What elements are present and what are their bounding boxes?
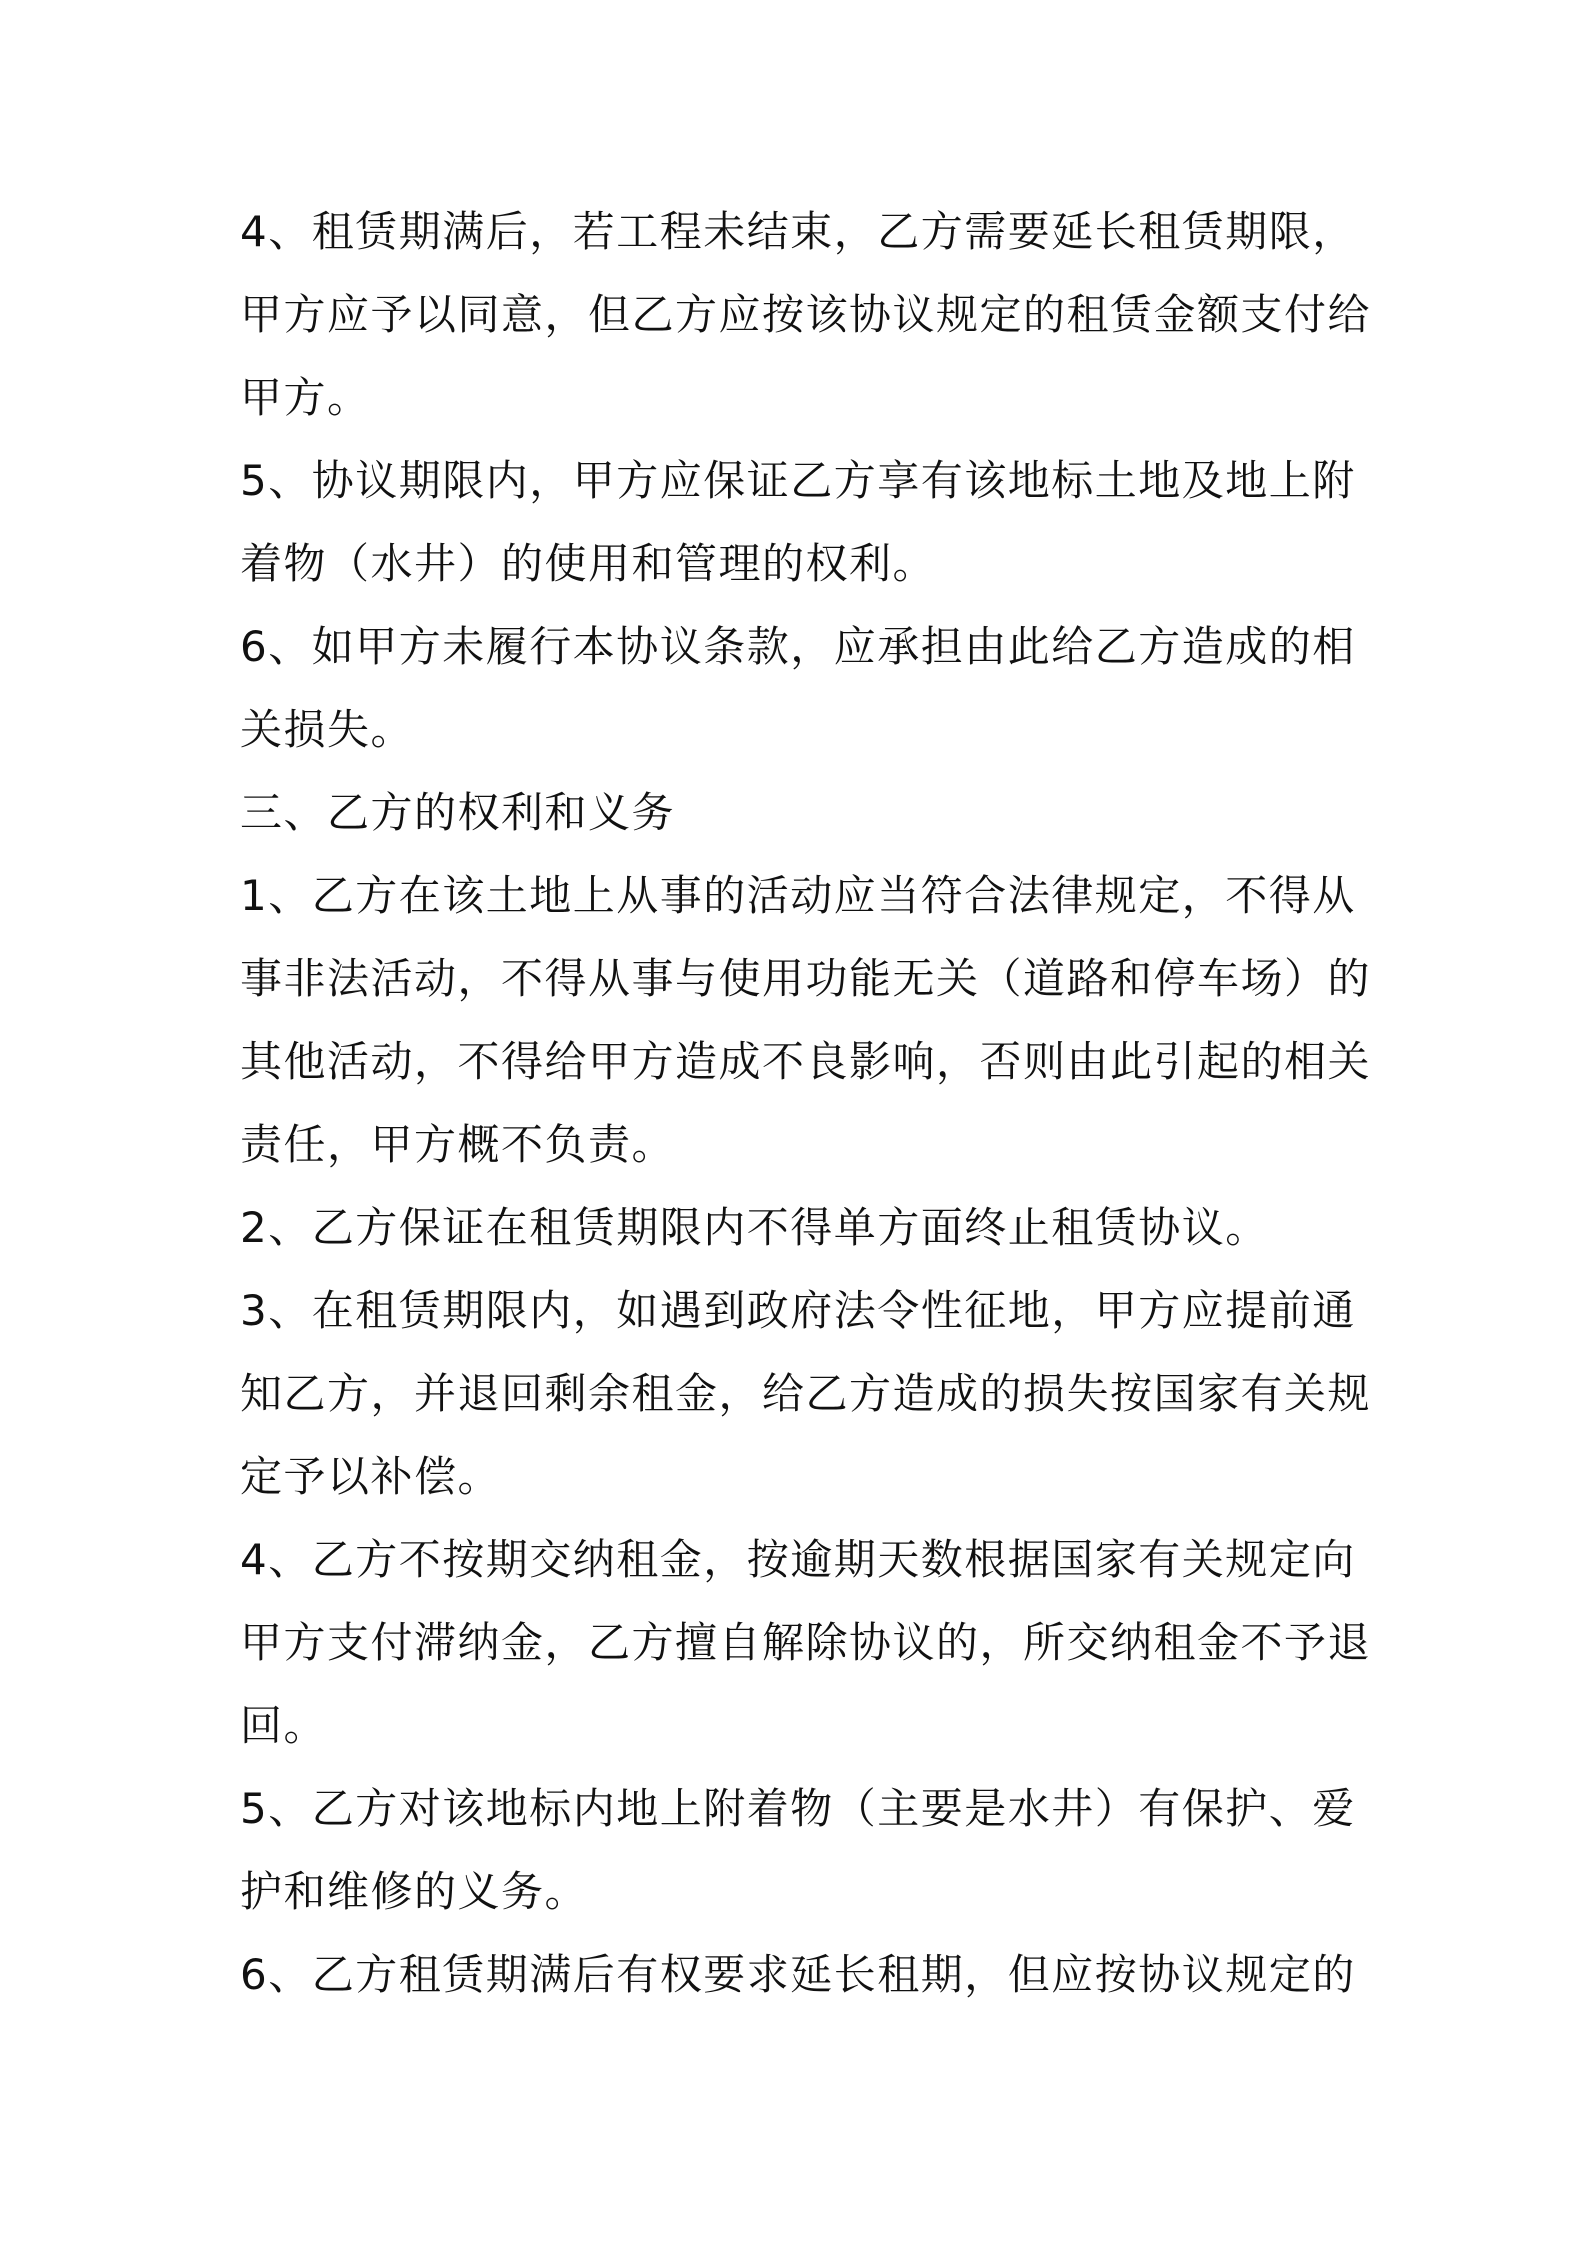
text-line: 4、租赁期满后，若工程未结束，乙方需要延长租赁期限， — [240, 207, 1356, 256]
text-line: 2、乙方保证在租赁期限内不得单方面终止租赁协议。 — [240, 1203, 1269, 1252]
text-line: 其他活动，不得给甲方造成不良影响，否则由此引起的相关 — [240, 1037, 1372, 1086]
text-line: 4、乙方不按期交纳租金，按逾期天数根据国家有关规定向 — [240, 1535, 1356, 1584]
text-line: 6、如甲方未履行本协议条款，应承担由此给乙方造成的相 — [240, 622, 1356, 671]
text-line: 甲方支付滞纳金，乙方擅自解除协议的，所交纳租金不予退 — [240, 1618, 1372, 1667]
text-line: 1、乙方在该土地上从事的活动应当符合法律规定，不得从 — [240, 871, 1356, 920]
document-body — [240, 190, 1372, 2016]
text-line: 甲方应予以同意，但乙方应按该协议规定的租赁金额支付给 — [240, 290, 1372, 339]
text-line: 甲方。 — [240, 373, 371, 422]
text-line: 知乙方，并退回剩余租金，给乙方造成的损失按国家有关规 — [240, 1369, 1372, 1418]
section-heading: 三、乙方的权利和义务 — [240, 788, 676, 837]
text-line: 6、乙方租赁期满后有权要求延长租期，但应按协议规定的 — [240, 1950, 1356, 1999]
text-line: 定予以补偿。 — [240, 1452, 502, 1501]
text-line: 回。 — [240, 1701, 328, 1750]
text-line: 关损失。 — [240, 705, 415, 754]
text-line: 3、在租赁期限内，如遇到政府法令性征地，甲方应提前通 — [240, 1286, 1356, 1335]
text-line: 事非法活动，不得从事与使用功能无关（道路和停车场）的 — [240, 954, 1372, 1003]
text-line: 5、乙方对该地标内地上附着物（主要是水井）有保护、爱 — [240, 1784, 1356, 1833]
text-line: 5、协议期限内，甲方应保证乙方享有该地标土地及地上附 — [240, 456, 1356, 505]
text-line: 护和维修的义务。 — [240, 1867, 589, 1916]
text-line: 责任，甲方概不负责。 — [240, 1120, 676, 1169]
text-line: 着物（水井）的使用和管理的权利。 — [240, 539, 937, 588]
